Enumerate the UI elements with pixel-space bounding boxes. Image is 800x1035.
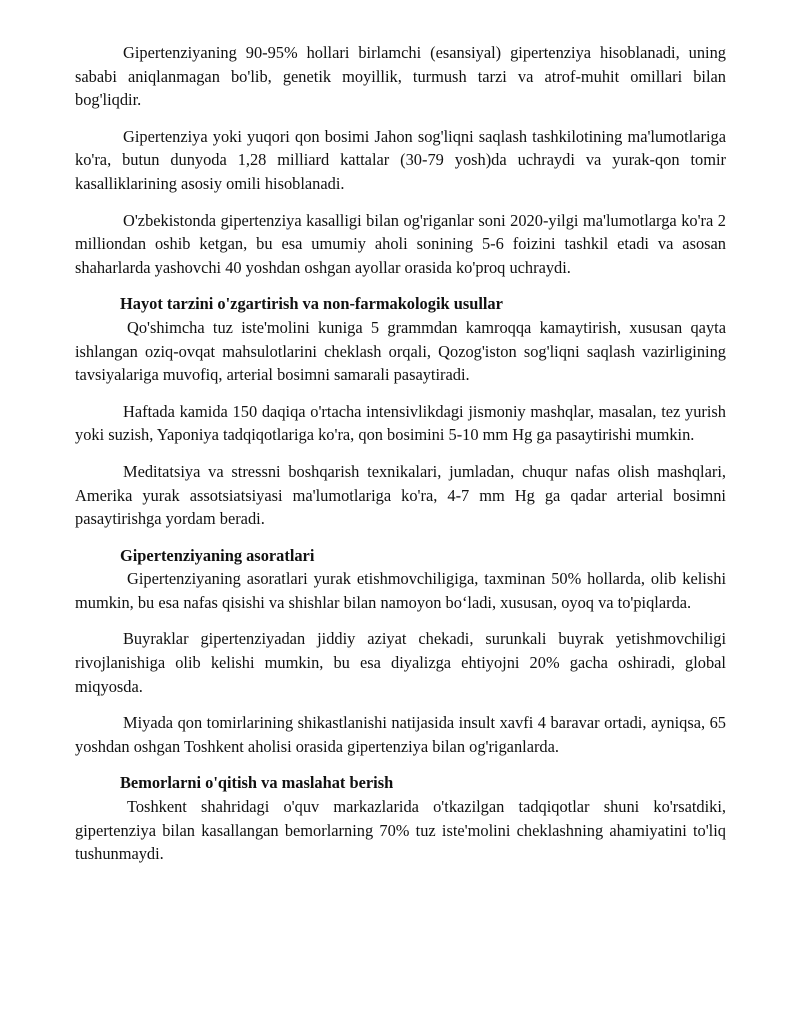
education-paragraph-1: Toshkent shahridagi o'quv markazlarida o'tkazilgan tadqiqotlar shuni ko'rsatdiki, gipertenziya bilan kasallangan bemorlarning 70% tuz iste'molini cheklashning ahamiyatini to'liq tushunmaydi. — [75, 797, 726, 864]
section-heading-education: Bemorlarni o'qitish va maslahat berish — [120, 773, 394, 793]
lifestyle-paragraph-2: Haftada kamida 150 daqiqa o'rtacha intensivlikdagi jismoniy mashqlar, masalan, tez yurish yoki suzish, Yaponiya tadqiqotlariga ko'ra, qon bosimini 5-10 mm Hg ga pasaytirishi mumkin. — [75, 401, 726, 445]
complications-paragraph-2: Buyraklar gipertenziyadan jiddiy aziyat chekadi, surunkali buyrak yetishmovchiligi rivojlanishiga olib kelishi mumkin, bu esa diyalizga ehtiyojni 20% gacha oshiradi, global miqyosda. — [75, 629, 726, 696]
intro-paragraph-3: O'zbekistonda gipertenziya kasalligi bilan og'riganlar soni 2020-yilgi ma'lumotlarga ko'ra 2 milliondan oshib ketgan, bu esa umumiy aholi sonining 5-6 foizini tashkil etadi va asosan shaharlarda yashovchi 40 yoshdan oshgan ayollar orasida ko'proq uchraydi. — [75, 210, 726, 277]
section-heading-complications: Gipertenziyaning asoratlari — [120, 545, 315, 565]
complications-paragraph-3: Miyada qon tomirlarining shikastlanishi natijasida insult xavfi 4 baravar ortadi, ayniqsa, 65 yoshdan oshgan Toshkent aholisi orasida gipertenziya bilan og'riganlarda. — [75, 713, 726, 756]
complications-paragraph-1: Gipertenziyaning asoratlari yurak etishmovchiligiga, taxminan 50% hollarda, olib kelishi mumkin, bu esa nafas qisishi va shishlar bilan namoyon bo‘ladi, xususan, oyoq va to'piqlarda. — [75, 569, 726, 612]
intro-paragraph-1: Gipertenziyaning 90-95% hollari birlamchi (esansiyal) gipertenziya hisoblanadi, uning sababi aniqlanmagan bo'lib, genetik moyillik, turmush tarzi va atrof-muhit omillari bilan bog'liqdir. — [75, 43, 726, 110]
lifestyle-paragraph-1: Qo'shimcha tuz iste'molini kuniga 5 grammdan kamroqqa kamaytirish, xususan qayta ishlangan oziq-ovqat mahsulotlarini cheklash orqali, Qozog'iston sog'liqni saqlash vazirligining tavsiyalariga muvofiq, arterial bosimni samarali pasaytiradi. — [75, 317, 726, 385]
lifestyle-paragraph-3: Meditatsiya va stressni boshqarish texnikalari, jumladan, chuqur nafas olish mashqlari, Amerika yurak assotsiatsiyasi ma'lumotlariga ko'ra, 4-7 mm Hg ga qadar arterial bosimni pasaytirishga yordam beradi. — [75, 461, 726, 529]
section-heading-lifestyle: Hayot tarzini o'zgartirish va non-farmakologik usullar — [120, 294, 503, 314]
intro-paragraph-2: Gipertenziya yoki yuqori qon bosimi Jahon sog'liqni saqlash tashkilotining ma'lumotlariga ko'ra, butun dunyoda 1,28 milliard kattalar (30-79 yosh)da uchraydi va yurak-qon tomir kasalliklarining asosiy omili hisoblanadi. — [75, 126, 726, 193]
